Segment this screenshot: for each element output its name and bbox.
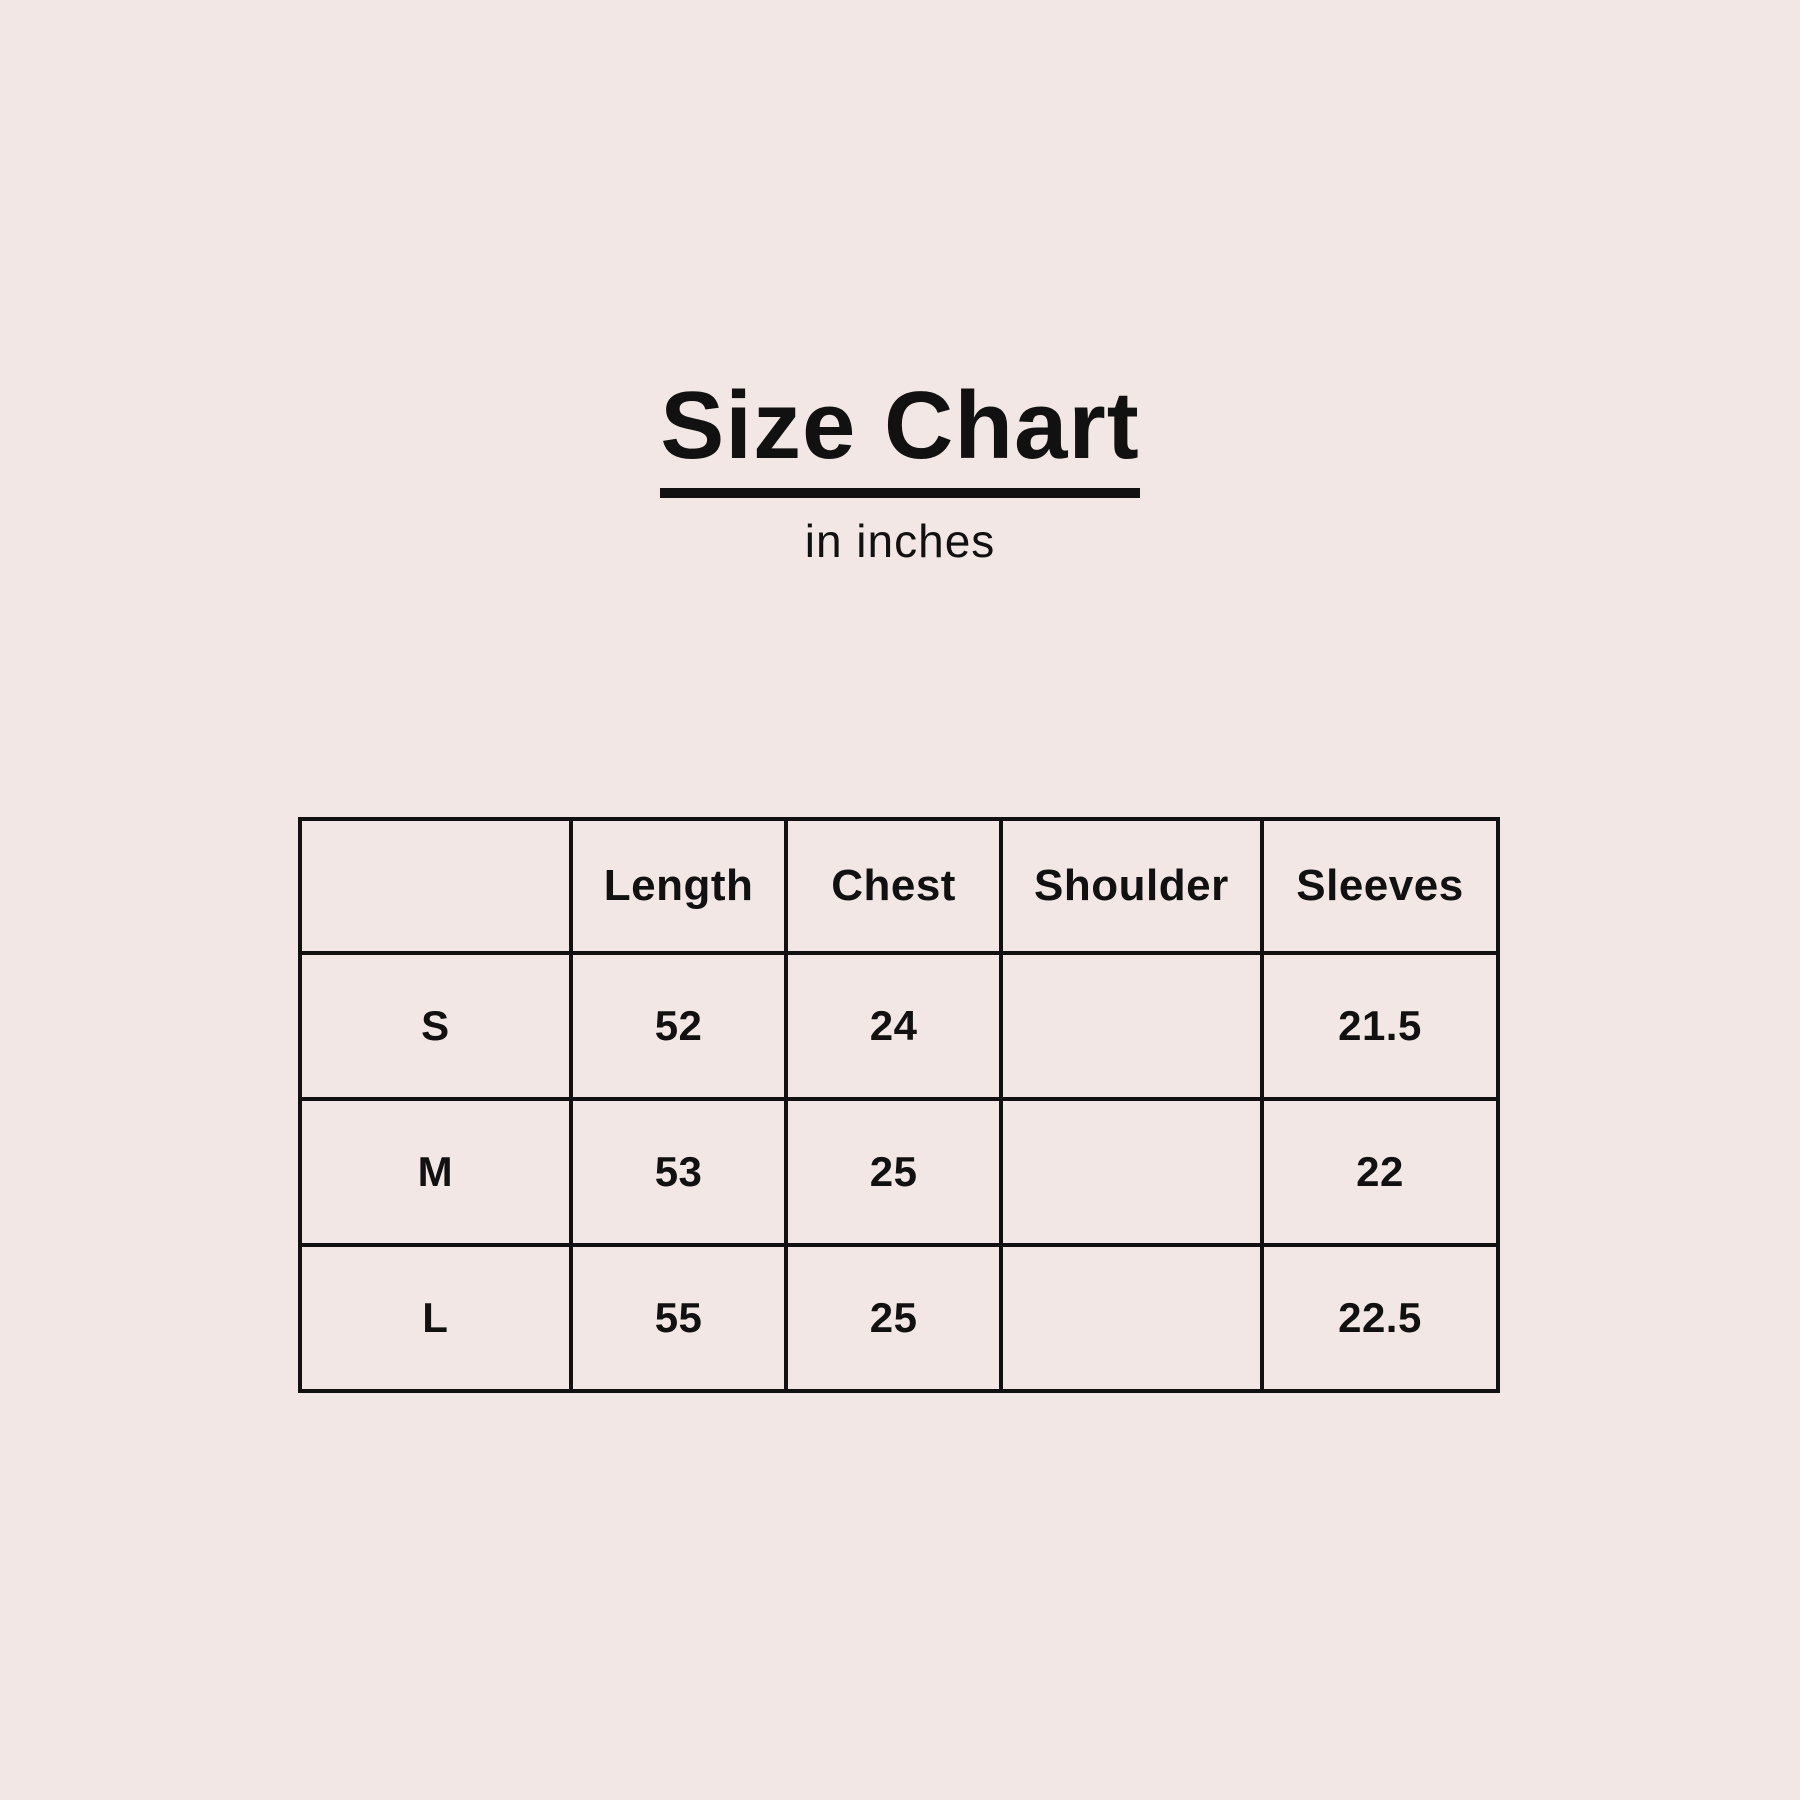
header-cell-size — [300, 819, 571, 953]
cell-shoulder — [1001, 1245, 1262, 1391]
header-cell-length: Length — [571, 819, 787, 953]
cell-size-label: L — [300, 1245, 571, 1391]
page-title: Size Chart — [660, 378, 1139, 498]
header-cell-sleeves: Sleeves — [1262, 819, 1498, 953]
cell-sleeves: 22 — [1262, 1099, 1498, 1245]
title-block — [0, 372, 1800, 568]
cell-sleeves: 22.5 — [1262, 1245, 1498, 1391]
table-row-l — [300, 1245, 1498, 1391]
table-header-row — [300, 819, 1498, 953]
cell-chest: 24 — [786, 953, 1000, 1099]
cell-length: 53 — [571, 1099, 787, 1245]
cell-size-label: S — [300, 953, 571, 1099]
header-cell-shoulder: Shoulder — [1001, 819, 1262, 953]
table-row-s — [300, 953, 1498, 1099]
cell-length: 52 — [571, 953, 787, 1099]
cell-chest: 25 — [786, 1099, 1000, 1245]
cell-length: 55 — [571, 1245, 787, 1391]
size-chart-table — [298, 817, 1500, 1393]
header-cell-chest: Chest — [786, 819, 1000, 953]
cell-size-label: M — [300, 1099, 571, 1245]
page-subtitle: in inches — [804, 515, 996, 567]
cell-shoulder — [1001, 1099, 1262, 1245]
table-row-m — [300, 1099, 1498, 1245]
cell-sleeves: 21.5 — [1262, 953, 1498, 1099]
cell-chest: 25 — [786, 1245, 1000, 1391]
cell-shoulder — [1001, 953, 1262, 1099]
